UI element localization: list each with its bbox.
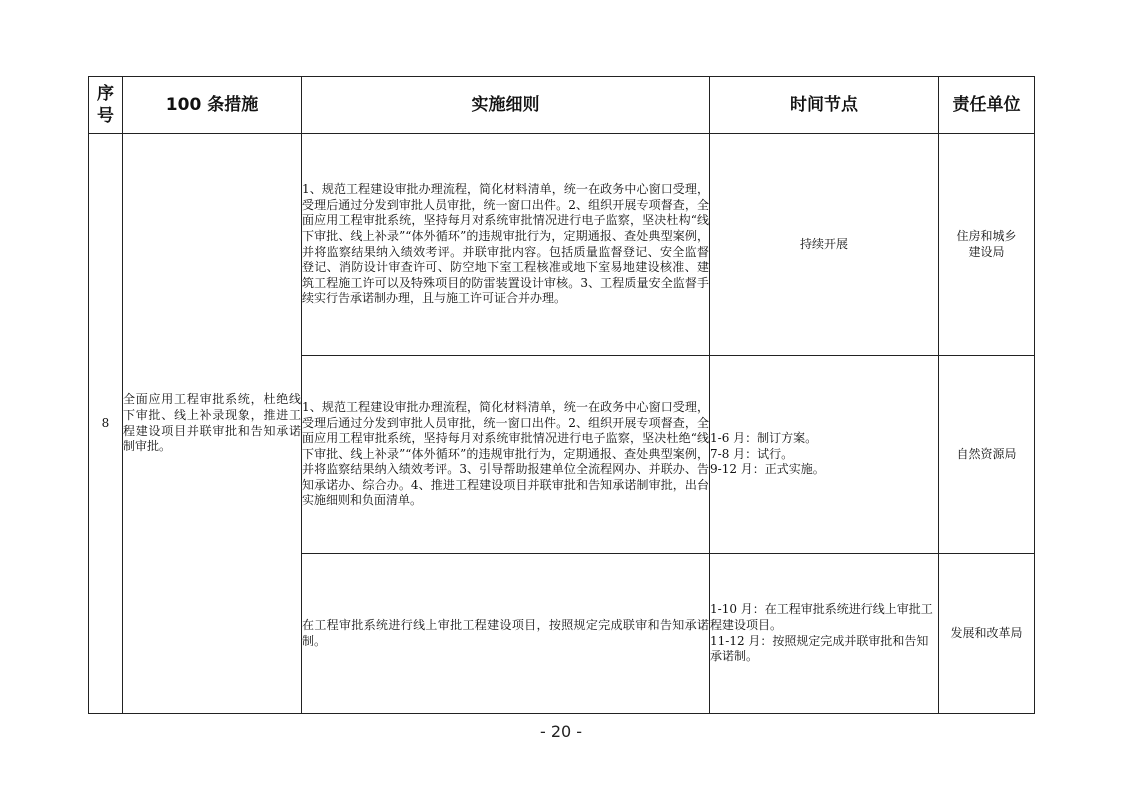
- time-cell: [710, 356, 939, 554]
- table-row: [89, 134, 1035, 356]
- time-line: 11-12 月：按照规定完成并联审批和告知承诺制。: [710, 633, 929, 664]
- detail-cell: 在工程审批系统进行线上审批工程建设项目，按照规定完成联审和告知承诺制。: [302, 554, 710, 714]
- measures-table: [88, 76, 1035, 714]
- unit-cell: [939, 134, 1035, 356]
- time-line: 7-8 月：试行。: [710, 446, 794, 461]
- table-header-row: [89, 77, 1035, 134]
- page-number: - 20 -: [539, 722, 583, 741]
- header-time: 时间节点: [710, 77, 939, 134]
- time-cell: [710, 134, 939, 356]
- measure-cell: 全面应用工程审批系统，杜绝线下审批、线上补录现象，推进工程建设项目并联审批和告知承诺制审批。: [123, 134, 302, 714]
- unit-line: 建设局: [968, 244, 1005, 259]
- unit-line: 发展和改革局: [950, 625, 1023, 640]
- unit-cell: [939, 554, 1035, 714]
- time-line: 1-6 月：制订方案。: [710, 431, 818, 446]
- header-seq: 序号: [89, 77, 123, 134]
- unit-cell: [939, 356, 1035, 554]
- time-cell: [710, 554, 939, 714]
- seq-cell: 8: [89, 134, 123, 714]
- detail-cell: 1、规范工程建设审批办理流程，简化材料清单，统一在政务中心窗口受理，受理后通过分发到审批人员审批，统一窗口出件。2、组织开展专项督查，全面应用工程审批系统，坚持每月对系统审批情况进行电子监察，坚决杜绝“线下审批、线上补录”“体外循环”的违规审批行为，定期通报、查处典型案例，并将监察结果纳入绩效考评。3、引导帮助报建单位全流程网办、并联办、告知承诺办、综合办。4、推进工程建设项目并联审批和告知承诺制审批，出台实施细则和负面清单。: [302, 356, 710, 554]
- header-detail: 实施细则: [302, 77, 710, 134]
- unit-line: 住房和城乡: [956, 228, 1017, 243]
- header-measure: 100 条措施: [123, 77, 302, 134]
- time-line: 1-10 月：在工程审批系统进行线上审批工程建设项目。: [710, 602, 933, 632]
- unit-line: 自然资源局: [956, 446, 1017, 461]
- detail-cell: 1、规范工程建设审批办理流程，简化材料清单，统一在政务中心窗口受理，受理后通过分发到审批人员审批，统一窗口出件。2、组织开展专项督查，全面应用工程审批系统，坚持每月对系统审批情况进行电子监察，坚决杜构“线下审批、线上补录”“体外循环”的违规审批行为，定期通报、查处典型案例，并将监察结果纳入绩效考评。并联审批内容。包括质量监督登记、安全监督登记、消防设计审查许可、防空地下室工程核准或地下室易地建设核准、建筑工程施工许可以及特殊项目的防雷装置设计审核。3、工程质量安全监督手续实行告承诺制办理，且与施工许可证合并办理。: [302, 134, 710, 356]
- time-line: 持续开展: [799, 236, 848, 251]
- header-unit: 责任单位: [939, 77, 1035, 134]
- time-line: 9-12 月：正式实施。: [710, 462, 825, 477]
